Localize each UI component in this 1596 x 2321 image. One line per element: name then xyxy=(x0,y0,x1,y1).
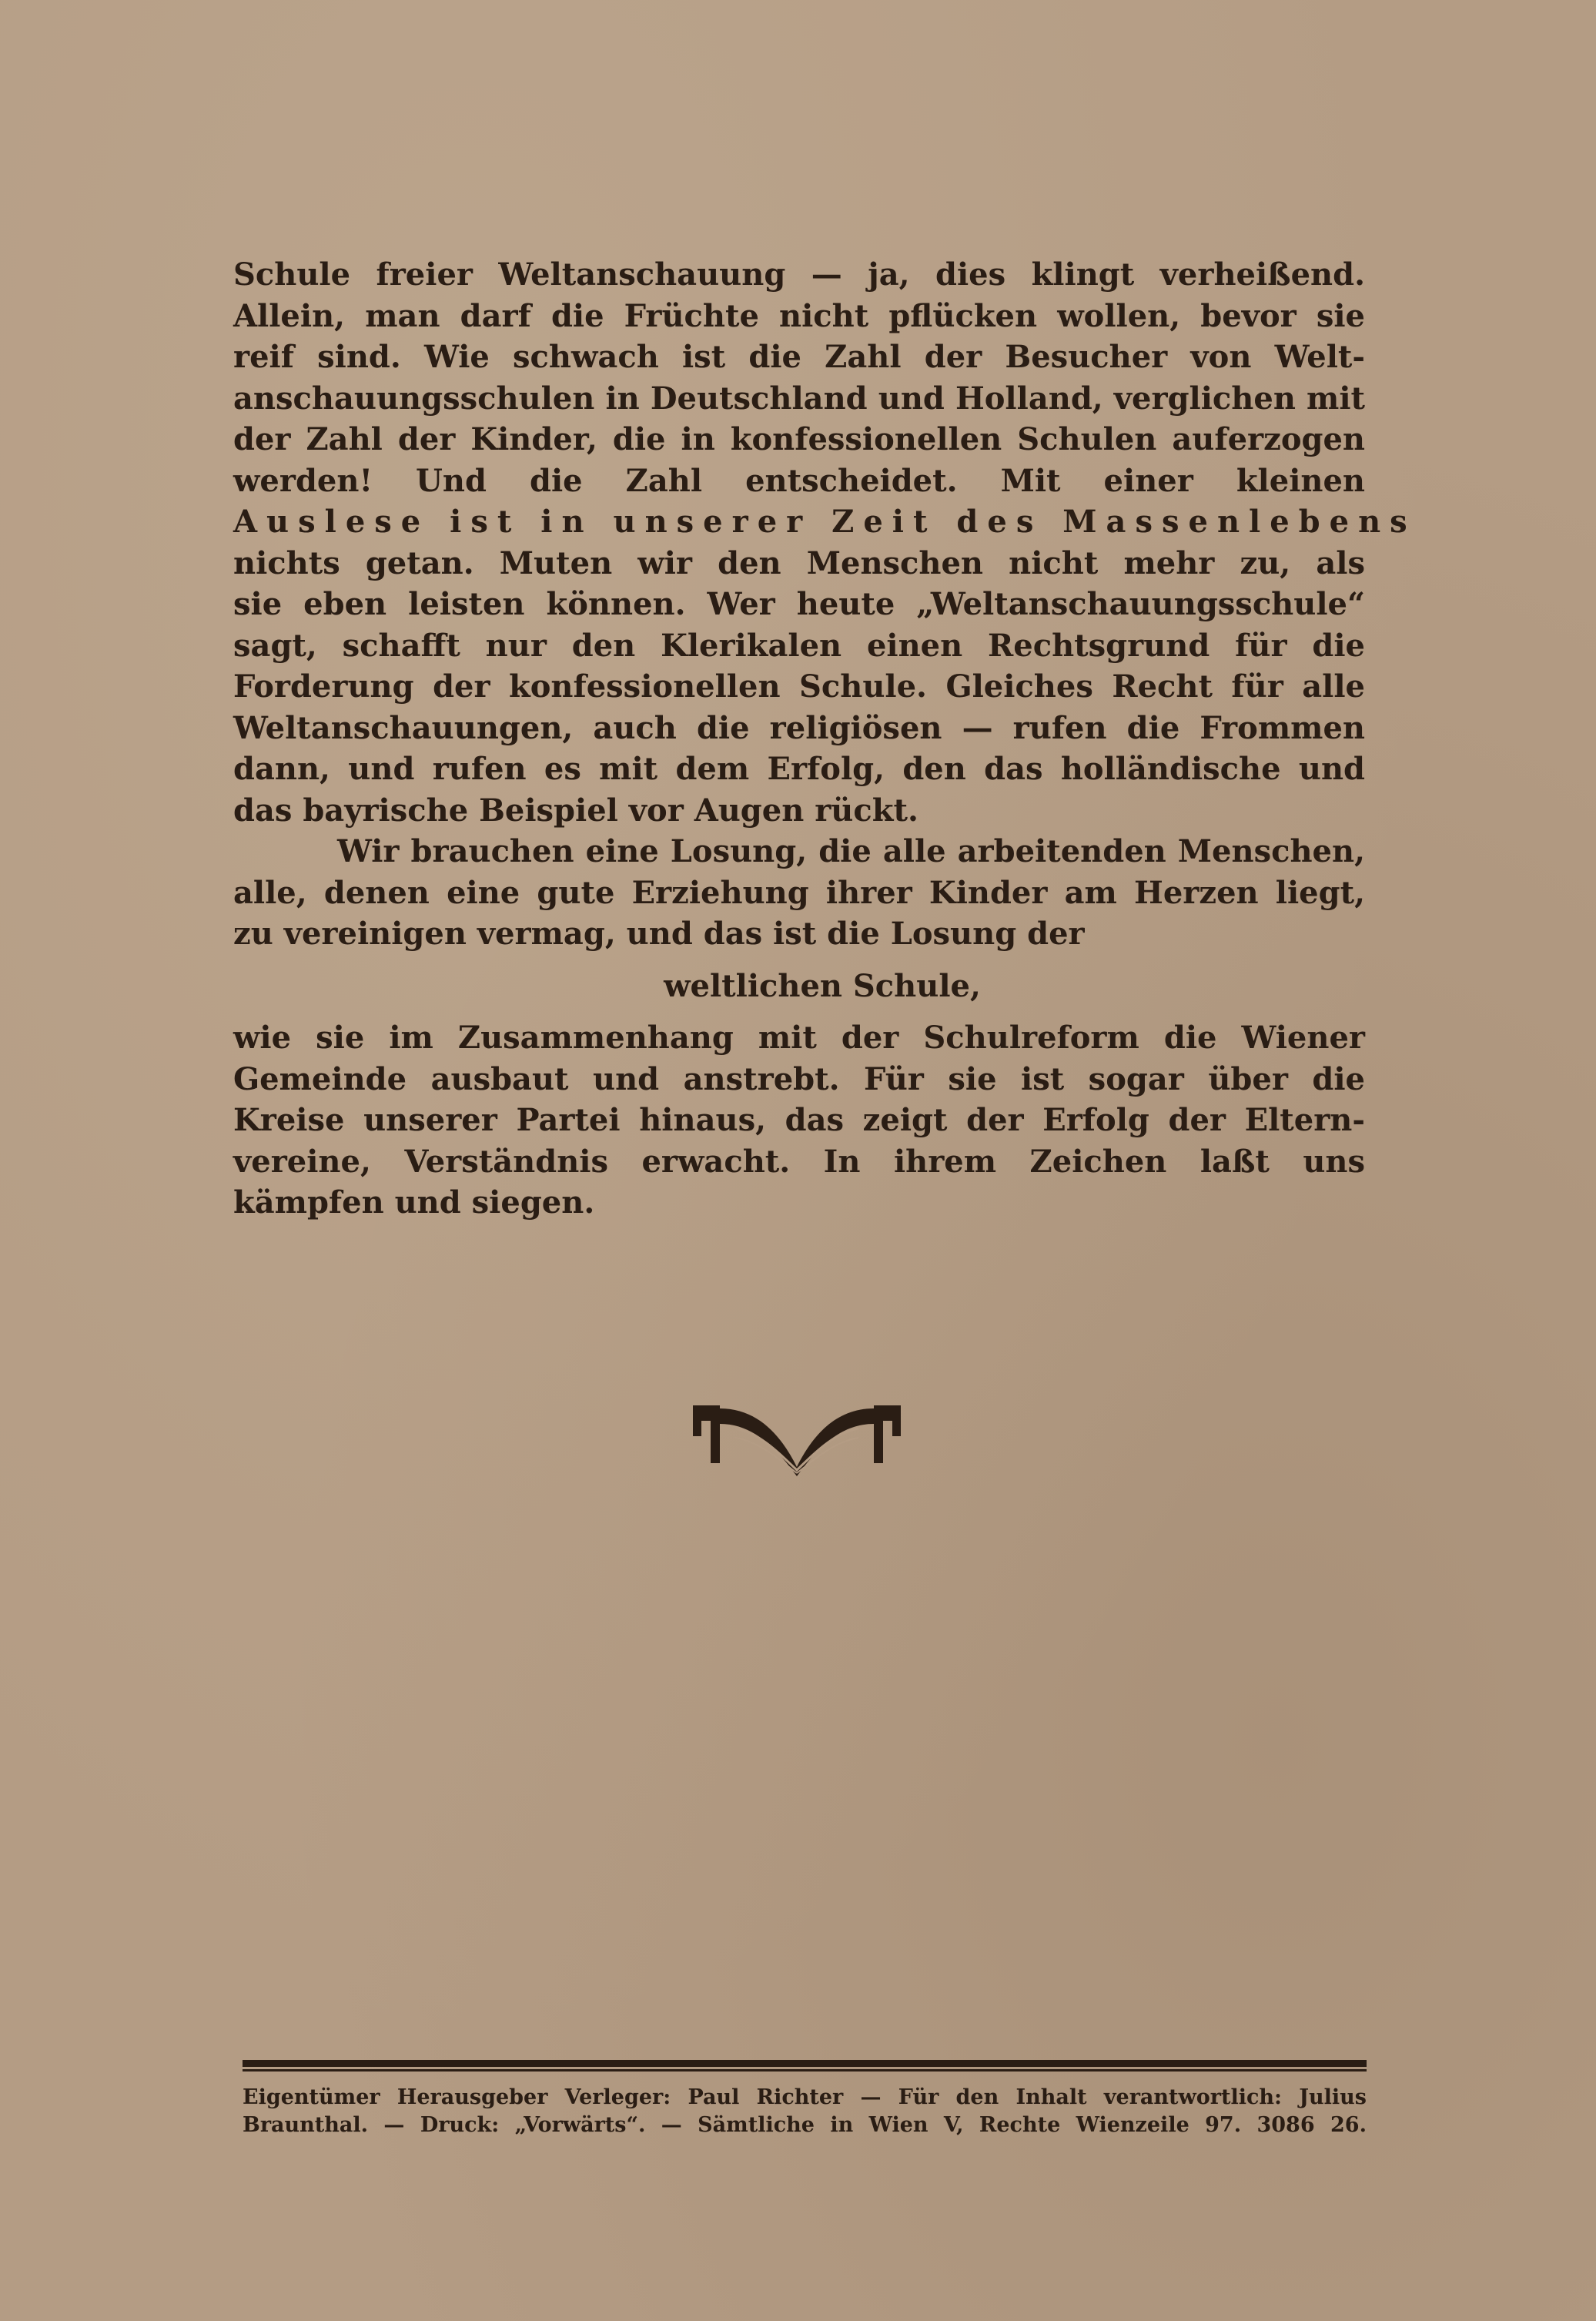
text-line: Allein, man darf die Früchte nicht pflücken wollen, bevor sie xyxy=(233,297,1365,334)
text-line: Gemeinde ausbaut und anstrebt. Für sie ist sogar über die xyxy=(233,1060,1365,1097)
text-line: reif sind. Wie schwach ist die Zahl der Besucher von Welt- xyxy=(233,339,1365,375)
text-line: dann, und rufen es mit dem Erfolg, den das holländische und xyxy=(233,751,1365,787)
imprint-line: Eigentümer Herausgeber Verleger: Paul Richter — Für den Inhalt verantwortlich: Julius xyxy=(243,2085,1367,2109)
text-line: wie sie im Zusammenhang mit der Schulreform die Wiener xyxy=(233,1020,1365,1056)
ornament-vignette-icon xyxy=(689,1390,905,1482)
text-line: das bayrische Beispiel vor Augen rückt. xyxy=(233,792,918,829)
text-line: Auslese ist in unserer Zeit des Massenlebens xyxy=(233,504,1417,540)
text-line: sie eben leisten können. Wer heute „Weltanschauungsschule“ xyxy=(233,586,1365,622)
text-line: nichts getan. Muten wir den Menschen nicht mehr zu, als xyxy=(233,544,1365,581)
text-line: Kreise unserer Partei hinaus, das zeigt der Erfolg der Eltern- xyxy=(233,1102,1365,1138)
footer-rule xyxy=(243,2060,1367,2067)
text-line: der Zahl der Kinder, die in konfessionellen Schulen auferzogen xyxy=(233,421,1365,457)
text-line: sagt, schafft nur den Klerikalen einen Rechtsgrund für die xyxy=(233,627,1365,664)
text-line: Wir brauchen eine Losung, die alle arbeitenden Menschen, xyxy=(337,833,1365,869)
text-line: Forderung der konfessionellen Schule. Gleiches Recht für alle xyxy=(233,668,1365,705)
article-text xyxy=(233,254,1417,1224)
text-line: Schule freier Weltanschauung — ja, dies klingt verheißend. xyxy=(233,256,1365,293)
text-line: werden! Und die Zahl entscheidet. Mit einer kleinen xyxy=(233,462,1365,499)
text-line: anschauungsschulen in Deutschland und Holland, verglichen mit xyxy=(233,380,1365,417)
centered-heading: weltlichen Schule, xyxy=(664,967,981,1004)
text-line: vereine, Verständnis erwacht. In ihrem Zeichen laßt uns xyxy=(233,1143,1365,1180)
footer-rule-thin xyxy=(243,2069,1367,2071)
text-line: kämpfen und siegen. xyxy=(233,1184,595,1221)
imprint-footer xyxy=(243,2060,1367,2139)
text-line: Weltanschauungen, auch die religiösen — rufen die Frommen xyxy=(233,709,1365,746)
text-line: zu vereinigen vermag, und das ist die Losung der xyxy=(233,916,1085,952)
imprint-line: Braunthal. — Druck: „Vorwärts“. — Sämtliche in Wien V, Rechte Wienzeile 97. 3086 26. xyxy=(243,2113,1367,2137)
text-line: alle, denen eine gute Erziehung ihrer Kinder am Herzen liegt, xyxy=(233,874,1365,911)
